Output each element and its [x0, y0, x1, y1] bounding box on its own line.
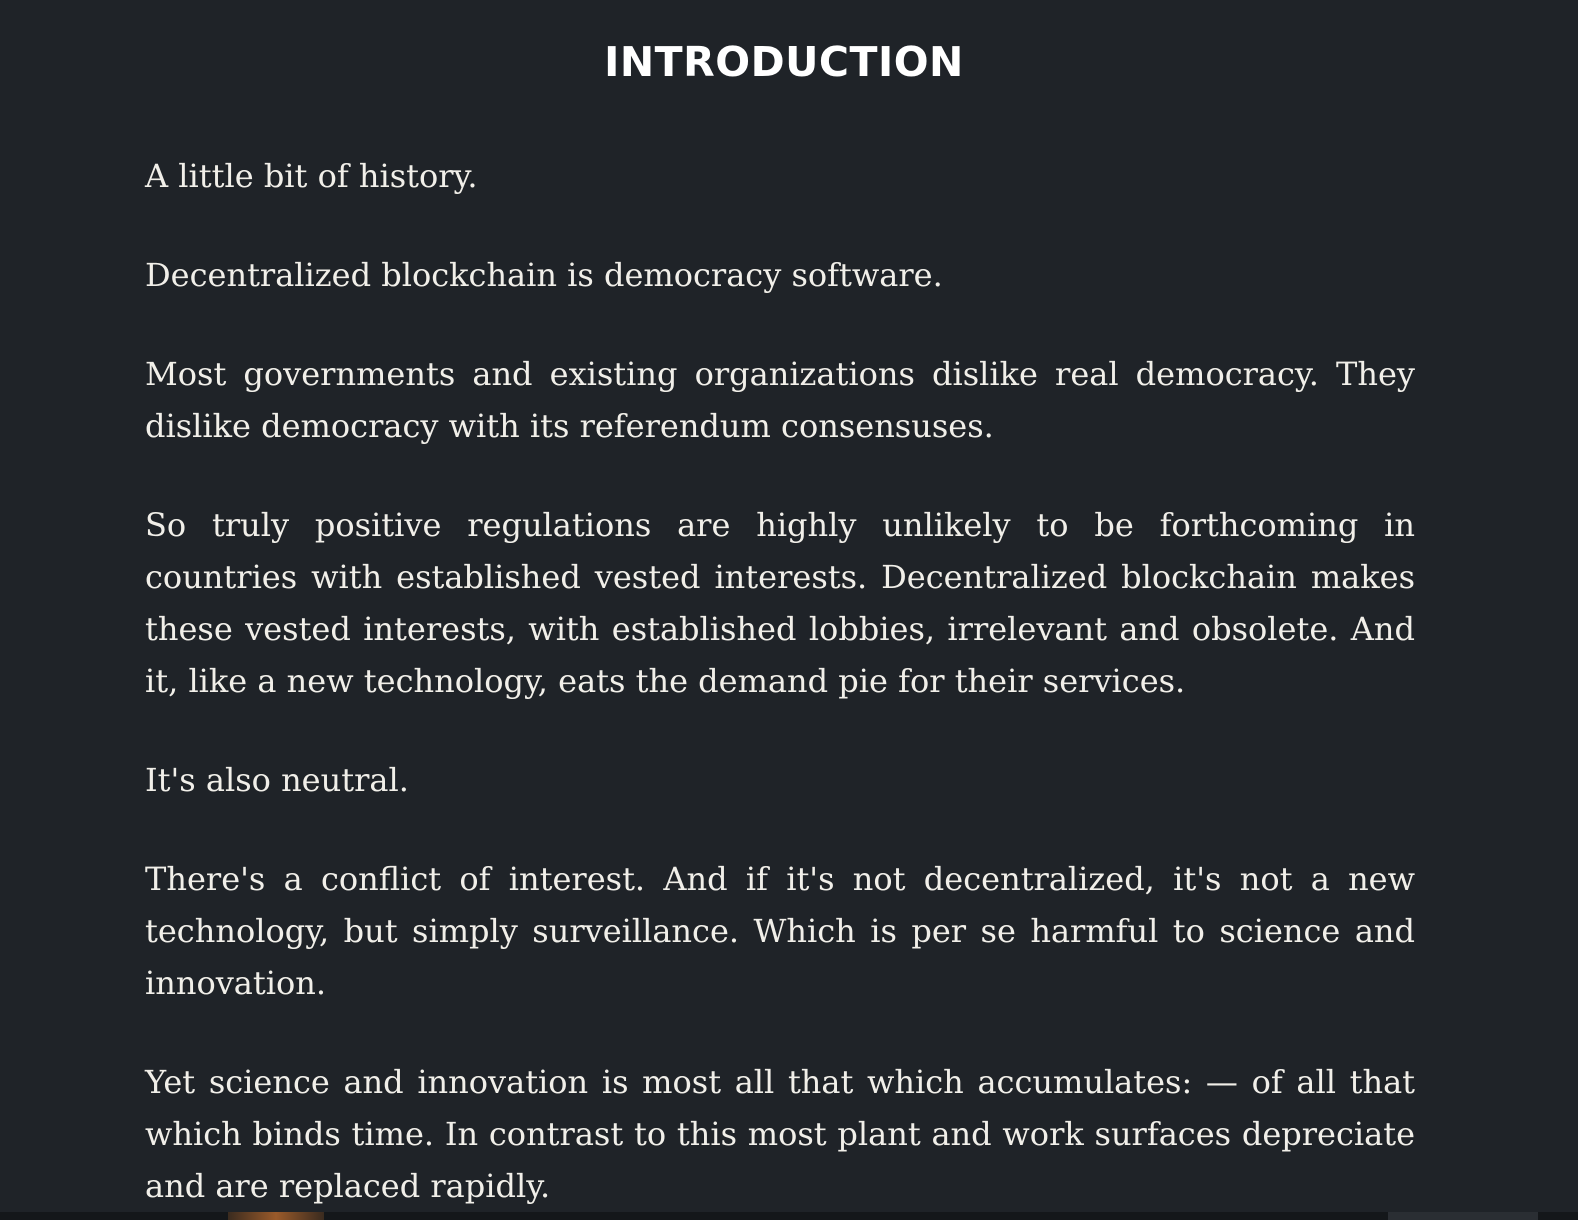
taskbar-thumbnail[interactable] — [228, 1212, 324, 1220]
paragraph-3: Most governments and existing organizations dislike real democracy. They dislike democracy with its referendum consensuses. — [145, 355, 1415, 445]
paragraph-7: Yet science and innovation is most all that which accumulates: — of all that which binds time. In contrast to this most plant and work surfaces depreciate and are replaced rapidly. — [145, 1063, 1415, 1205]
page-title: INTRODUCTION — [604, 38, 964, 86]
paragraph-2: Decentralized blockchain is democracy software. — [145, 256, 943, 294]
taskbar-item[interactable] — [1388, 1212, 1538, 1220]
paragraph-6: There's a conflict of interest. And if it's not decentralized, it's not a new technology, but simply surveillance. Which is per se harmful to science and innovation. — [145, 860, 1415, 1002]
paragraph-4: So truly positive regulations are highly unlikely to be forthcoming in countries with established vested interests. Decentralized blockchain makes these vested interests, with established lobbies, irrelevant and obsolete. And it, like a new technology, eats the demand pie for their services. — [145, 506, 1415, 700]
paragraph-5: It's also neutral. — [145, 761, 409, 799]
paragraph-1: A little bit of history. — [145, 157, 478, 195]
article-body — [145, 150, 1415, 1212]
